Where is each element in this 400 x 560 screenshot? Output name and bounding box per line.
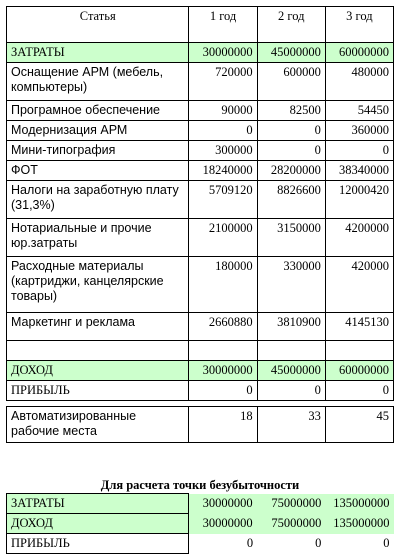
row-label: Маркетинг и реклама xyxy=(7,313,189,341)
row-value-y2: 600000 xyxy=(257,63,325,101)
table-row xyxy=(7,101,394,121)
table-row xyxy=(7,141,394,161)
row-value-y1: 90000 xyxy=(189,101,257,121)
row-value-y2: 33 xyxy=(257,407,325,443)
row-label: ЗАТРАТЫ xyxy=(7,494,189,514)
row-value-y1: 0 xyxy=(189,381,257,401)
header-year-3: 3 год xyxy=(325,7,393,43)
table-row xyxy=(7,121,394,141)
row-value-y2: 0 xyxy=(257,141,325,161)
row-value-y2: 0 xyxy=(257,381,325,401)
row-label: ПРИБЫЛЬ xyxy=(7,534,189,554)
row-value-y2: 0 xyxy=(315,536,322,550)
row-value-y1: 18 xyxy=(189,407,257,443)
header-year-1: 1 год xyxy=(189,7,257,43)
table-row xyxy=(7,257,394,313)
row-value-y2: 75000000 xyxy=(257,514,325,534)
table-row xyxy=(7,161,394,181)
row-value-y2: 75000000 xyxy=(257,494,325,514)
row-value-y1: 30000000 xyxy=(189,361,257,381)
breakeven-title: Для расчета точки безубыточности xyxy=(100,478,300,492)
row-value-y3: 12000420 xyxy=(325,181,393,219)
row-value-y2: 82500 xyxy=(257,101,325,121)
row-label: ДОХОД xyxy=(7,361,189,381)
table-row xyxy=(7,407,394,443)
row-label: Нотариальные и прочие юр.затраты xyxy=(7,219,189,257)
row-label: Програмное обеспечение xyxy=(7,101,189,121)
row-value-y1: 18240000 xyxy=(189,161,257,181)
table-row xyxy=(7,181,394,219)
table-row xyxy=(7,361,394,381)
empty-row xyxy=(7,341,394,361)
row-value-y3: 4145130 xyxy=(325,313,393,341)
row-value-y3: 60000000 xyxy=(325,361,393,381)
row-label: Модернизация АРМ xyxy=(7,121,189,141)
table-row xyxy=(7,219,394,257)
row-value-y1: 300000 xyxy=(189,141,257,161)
header-item: Статья xyxy=(7,7,189,43)
row-label: ПРИБЫЛЬ xyxy=(7,381,189,401)
row-value-y1: 5709120 xyxy=(189,181,257,219)
row-label: ДОХОД xyxy=(7,514,189,534)
row-value-y3: 135000000 xyxy=(325,514,393,534)
table-row xyxy=(7,313,394,341)
header-row xyxy=(7,7,394,43)
row-value-y3: 0 xyxy=(325,141,393,161)
row-value-y1: 30000000 xyxy=(189,43,257,63)
row-value-y1: 30000000 xyxy=(189,514,257,534)
breakeven-table xyxy=(6,493,394,554)
row-value-y2: 330000 xyxy=(257,257,325,313)
row-value-y1: 0 xyxy=(189,121,257,141)
row-value-y2: 45000000 xyxy=(257,43,325,63)
row-value-y3: 0 xyxy=(325,381,393,401)
row-value-y1: 2100000 xyxy=(189,219,257,257)
row-value-y3: 135000000 xyxy=(325,494,393,514)
row-value-y3: 60000000 xyxy=(325,43,393,63)
row-label: ФОТ xyxy=(7,161,189,181)
row-label: ЗАТРАТЫ xyxy=(7,43,189,63)
row-value-y2: 0 xyxy=(257,121,325,141)
table-row xyxy=(7,43,394,63)
row-value-y1: 180000 xyxy=(189,257,257,313)
row-value-y3: 420000 xyxy=(325,257,393,313)
row-value-y3: 0 xyxy=(383,536,390,550)
table-row xyxy=(7,494,394,514)
row-value-y2: 3810900 xyxy=(257,313,325,341)
row-value-y3: 360000 xyxy=(325,121,393,141)
row-value-y1: 2660880 xyxy=(189,313,257,341)
table-row xyxy=(7,534,394,554)
table-row xyxy=(7,514,394,534)
row-value-y1: 30000000 xyxy=(189,494,257,514)
workplaces-table xyxy=(6,406,394,443)
row-value-y2: 28200000 xyxy=(257,161,325,181)
budget-table xyxy=(6,6,394,401)
row-value-y3: 480000 xyxy=(325,63,393,101)
row-label: Налоги на заработную плату (31,3%) xyxy=(7,181,189,219)
row-label: Автоматизированные рабочие места xyxy=(7,407,189,443)
table-row xyxy=(7,381,394,401)
row-value-y2: 3150000 xyxy=(257,219,325,257)
row-value-y2: 45000000 xyxy=(257,361,325,381)
row-value-y3: 38340000 xyxy=(325,161,393,181)
row-value-y3: 4200000 xyxy=(325,219,393,257)
header-year-2: 2 год xyxy=(257,7,325,43)
row-value-y1: 0 xyxy=(246,536,254,550)
row-value-y2: 8826600 xyxy=(257,181,325,219)
row-label: Расходные материалы (картриджи, канцелярские товары) xyxy=(7,257,189,313)
row-label: Мини-типография xyxy=(7,141,189,161)
row-value-y3: 54450 xyxy=(325,101,393,121)
row-value-y3: 45 xyxy=(325,407,393,443)
table-row xyxy=(7,63,394,101)
row-value-y1: 720000 xyxy=(189,63,257,101)
row-label: Оснащение АРМ (мебель, компьютеры) xyxy=(7,63,189,101)
